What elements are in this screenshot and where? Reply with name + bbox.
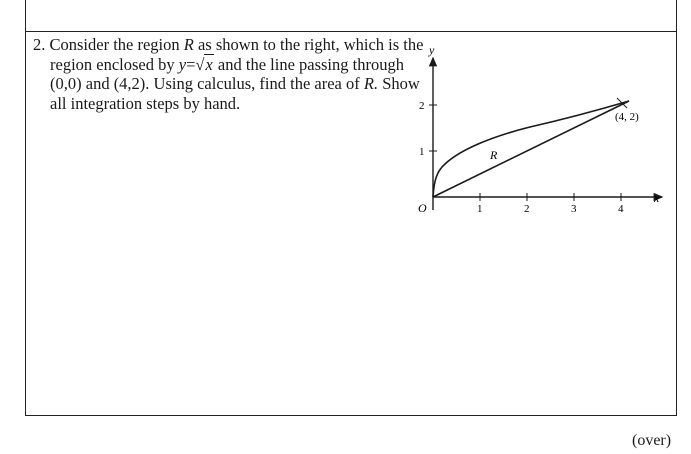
x-tick-label-3: 3 <box>571 203 577 215</box>
region-graph <box>410 40 670 220</box>
region-label: R <box>490 148 498 162</box>
x-tick-label-2: 2 <box>524 203 530 215</box>
y-axis-label: y <box>429 43 435 57</box>
y-tick-label-2: 2 <box>419 100 425 112</box>
problem-text-segment: as shown to the right, which is the <box>197 35 424 54</box>
problem-text-segment: region enclosed by <box>50 54 175 74</box>
problem-number: 2. <box>33 35 46 54</box>
equation-lhs: y <box>178 54 187 74</box>
problem-line-2 <box>33 55 418 75</box>
y-tick-label-1: 1 <box>419 146 425 158</box>
problem-text-segment: (0,0) and (4,2). Using calculus, find the area of <box>50 74 360 93</box>
x-tick-label-4: 4 <box>618 203 624 215</box>
problem-text-segment: Consider the region <box>49 35 180 54</box>
sqrt-expression: √x <box>195 54 213 74</box>
origin-label: O <box>418 201 427 215</box>
problem-line-3 <box>33 74 418 94</box>
problem-line-4: all integration steps by hand. <box>50 93 241 113</box>
sqrt-argument: x <box>205 54 213 74</box>
over-label: (over) <box>632 432 672 449</box>
problem-text-segment: and the line passing through <box>217 54 404 74</box>
region-variable: R <box>183 35 194 54</box>
equation-sign: = <box>186 54 196 74</box>
problem-line-1 <box>33 35 424 55</box>
x-tick-label-1: 1 <box>477 203 483 215</box>
problem-text-segment: Show <box>382 74 420 93</box>
problem-statement <box>33 35 424 113</box>
secant-line <box>433 101 629 197</box>
point-label: (4, 2) <box>615 111 639 123</box>
previous-problem-box <box>25 0 677 32</box>
region-variable: R. <box>363 74 379 93</box>
x-axis-label: x <box>654 191 660 205</box>
